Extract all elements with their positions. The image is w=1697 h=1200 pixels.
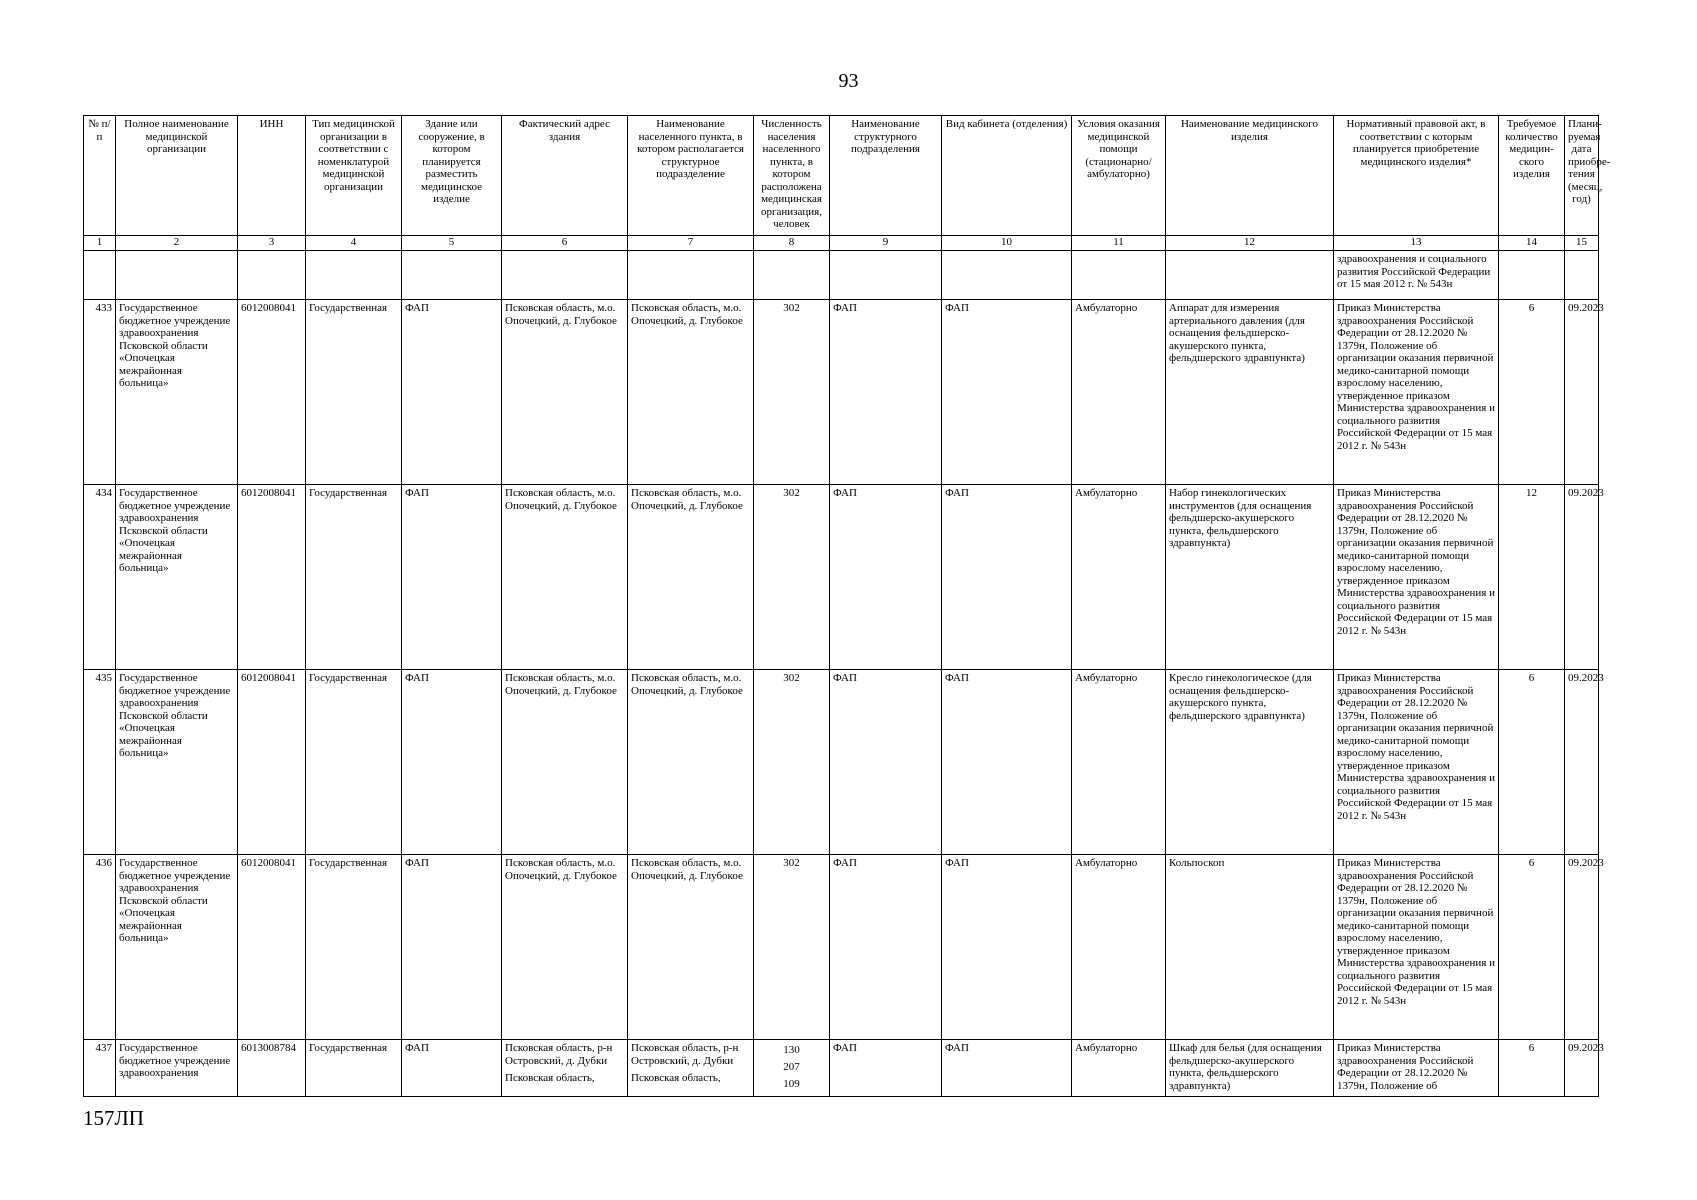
planned-date: 09.2023	[1565, 485, 1599, 670]
settlement: Псковская область, м.о. Опочецкий, д. Глубокое	[628, 670, 754, 855]
header-cell-address: Фактический адрес здания	[502, 116, 628, 236]
address	[502, 1040, 628, 1097]
table-row	[84, 670, 1599, 855]
continuation-row	[84, 251, 1599, 300]
conditions: Амбулаторно	[1072, 855, 1166, 1040]
subdivision: ФАП	[830, 300, 942, 485]
cabinet: ФАП	[942, 1040, 1072, 1097]
address-line: Псковская область, р-н Островский, д. Дубки	[505, 1042, 613, 1067]
building: ФАП	[402, 855, 502, 1040]
settlement: Псковская область, м.о. Опочецкий, д. Глубокое	[628, 855, 754, 1040]
header-cell-qty: Требуемое количество медицин-ского изделия	[1499, 116, 1565, 236]
inn: 6013008784	[238, 1040, 306, 1097]
address: Псковская область, м.о. Опочецкий, д. Глубокое	[502, 300, 628, 485]
document-code: 157ЛП	[83, 1106, 144, 1130]
planned-date: 09.2023	[1565, 300, 1599, 485]
legal-act: Приказ Министерства здравоохранения Российской Федерации от 28.12.2020 № 1379н, Положение об организации оказания первичной медико-санитарной помощи взрослому населению, утвержденное приказом Министерства здравоохранения и социального развития Российской Федерации от 15 мая 2012 г. № 543н	[1334, 485, 1499, 670]
header-cell-inn: ИНН	[238, 116, 306, 236]
device-name: Кольпоскоп	[1166, 855, 1334, 1040]
org-type: Государственная	[306, 1040, 402, 1097]
column-number: 9	[830, 236, 942, 251]
cabinet: ФАП	[942, 670, 1072, 855]
header-cell-conditions: Условия оказания медицинской помощи (стационарно/ амбулаторно)	[1072, 116, 1166, 236]
population-value: 207	[783, 1061, 800, 1073]
header-row	[84, 116, 1599, 236]
population	[754, 1040, 830, 1097]
org-type: Государственная	[306, 855, 402, 1040]
conditions: Амбулаторно	[1072, 300, 1166, 485]
org-name: Государственное бюджетное учреждение здравоохранения	[116, 1040, 238, 1097]
continuation-act-text: здравоохранения и социального развития Российской Федерации от 15 мая 2012 г. № 543н	[1334, 251, 1499, 300]
column-number: 13	[1334, 236, 1499, 251]
medical-equipment-table	[83, 115, 1611, 1097]
table-row	[84, 1040, 1599, 1097]
building: ФАП	[402, 485, 502, 670]
planned-date: 09.2023	[1565, 1040, 1599, 1097]
inn: 6012008041	[238, 300, 306, 485]
device-name: Кресло гинекологическое (для оснащения фельдшерско-акушерского пункта, фельдшерского здравпункта)	[1166, 670, 1334, 855]
quantity: 6	[1499, 300, 1565, 485]
quantity: 12	[1499, 485, 1565, 670]
org-name: Государственное бюджетное учреждение здравоохранения Псковской области «Опочецкая межрайонная больница»	[116, 300, 238, 485]
header-cell-type: Тип медицинской организации в соответствии с номенклатурой медицинской организации	[306, 116, 402, 236]
column-number: 2	[116, 236, 238, 251]
settlement: Псковская область, м.о. Опочецкий, д. Глубокое	[628, 300, 754, 485]
settlement-line: Псковская область, р-н Островский, д. Дубки	[631, 1042, 739, 1067]
inn: 6012008041	[238, 855, 306, 1040]
address: Псковская область, м.о. Опочецкий, д. Глубокое	[502, 670, 628, 855]
conditions: Амбулаторно	[1072, 1040, 1166, 1097]
row-number: 434	[84, 485, 116, 670]
org-type: Государственная	[306, 670, 402, 855]
population: 302	[754, 855, 830, 1040]
column-number: 14	[1499, 236, 1565, 251]
column-number: 4	[306, 236, 402, 251]
building: ФАП	[402, 300, 502, 485]
row-number: 436	[84, 855, 116, 1040]
header-cell-date: Плани-руемая дата приобре-тения (месяц, год)	[1565, 116, 1599, 236]
legal-act: Приказ Министерства здравоохранения Российской Федерации от 28.12.2020 № 1379н, Положение об организации оказания первичной медико-санитарной помощи взрослому населению, утвержденное приказом Министерства здравоохранения и социального развития Российской Федерации от 15 мая 2012 г. № 543н	[1334, 300, 1499, 485]
legal-act: Приказ Министерства здравоохранения Российской Федерации от 28.12.2020 № 1379н, Положение об организации оказания первичной медико-санитарной помощи взрослому населению, утвержденное приказом Министерства здравоохранения и социального развития Российской Федерации от 15 мая 2012 г. № 543н	[1334, 670, 1499, 855]
org-name: Государственное бюджетное учреждение здравоохранения Псковской области «Опочецкая межрайонная больница»	[116, 670, 238, 855]
header-cell-num: № п/п	[84, 116, 116, 236]
settlement: Псковская область, м.о. Опочецкий, д. Глубокое	[628, 485, 754, 670]
column-number: 11	[1072, 236, 1166, 251]
settlement-line-next: Псковская область,	[631, 1072, 721, 1084]
population: 302	[754, 300, 830, 485]
cabinet: ФАП	[942, 300, 1072, 485]
population: 302	[754, 670, 830, 855]
table-row	[84, 300, 1599, 485]
org-type: Государственная	[306, 485, 402, 670]
org-name: Государственное бюджетное учреждение здравоохранения Псковской области «Опочецкая межрайонная больница»	[116, 485, 238, 670]
device-name: Шкаф для белья (для оснащения фельдшерско-акушерского пункта, фельдшерского здравпункта)	[1166, 1040, 1334, 1097]
header-cell-population: Численность населения населенного пункта, в котором расположена медицинская организация, человек	[754, 116, 830, 236]
device-name: Аппарат для измерения артериального давления (для оснащения фельдшерско-акушерского пункта, фельдшерского здравпункта)	[1166, 300, 1334, 485]
header-cell-subdivision: Наименование структурного подразделения	[830, 116, 942, 236]
planned-date: 09.2023	[1565, 670, 1599, 855]
inn: 6012008041	[238, 670, 306, 855]
row-number: 435	[84, 670, 116, 855]
population-value: 130	[783, 1044, 800, 1056]
building: ФАП	[402, 670, 502, 855]
header-cell-cabinet: Вид кабинета (отделения)	[942, 116, 1072, 236]
building: ФАП	[402, 1040, 502, 1097]
subdivision: ФАП	[830, 1040, 942, 1097]
column-number: 10	[942, 236, 1072, 251]
header-cell-org: Полное наименование медицинской организации	[116, 116, 238, 236]
subdivision: ФАП	[830, 855, 942, 1040]
page-number: 93	[838, 70, 859, 92]
header-cell-device: Наименование медицинского изделия	[1166, 116, 1334, 236]
row-number: 433	[84, 300, 116, 485]
org-type: Государственная	[306, 300, 402, 485]
population-value: 109	[783, 1078, 800, 1090]
address: Псковская область, м.о. Опочецкий, д. Глубокое	[502, 485, 628, 670]
address: Псковская область, м.о. Опочецкий, д. Глубокое	[502, 855, 628, 1040]
cabinet: ФАП	[942, 485, 1072, 670]
column-number: 6	[502, 236, 628, 251]
device-name: Набор гинекологических инструментов (для оснащения фельдшерско-акушерского пункта, фельдшерского здравпункта)	[1166, 485, 1334, 670]
column-numbers-row	[84, 236, 1599, 251]
org-name: Государственное бюджетное учреждение здравоохранения Псковской области «Опочецкая межрайонная больница»	[116, 855, 238, 1040]
column-number: 3	[238, 236, 306, 251]
quantity: 6	[1499, 1040, 1565, 1097]
quantity: 6	[1499, 855, 1565, 1040]
column-number: 5	[402, 236, 502, 251]
conditions: Амбулаторно	[1072, 670, 1166, 855]
column-number: 1	[84, 236, 116, 251]
conditions: Амбулаторно	[1072, 485, 1166, 670]
column-number: 12	[1166, 236, 1334, 251]
subdivision: ФАП	[830, 670, 942, 855]
legal-act: Приказ Министерства здравоохранения Российской Федерации от 28.12.2020 № 1379н, Положение об организации оказания первичной медико-санитарной помощи взрослому населению, утвержденное приказом Министерства здравоохранения и социального развития Российской Федерации от 15 мая 2012 г. № 543н	[1334, 855, 1499, 1040]
header-cell-act: Нормативный правовой акт, в соответствии с которым планируется приобретение медицинского изделия*	[1334, 116, 1499, 236]
column-number: 7	[628, 236, 754, 251]
legal-act: Приказ Министерства здравоохранения Российской Федерации от 28.12.2020 № 1379н, Положение об	[1334, 1040, 1499, 1097]
subdivision: ФАП	[830, 485, 942, 670]
table-row	[84, 485, 1599, 670]
header-cell-settlement: Наименование населенного пункта, в котором располагается структурное подразделение	[628, 116, 754, 236]
row-number: 437	[84, 1040, 116, 1097]
cabinet: ФАП	[942, 855, 1072, 1040]
planned-date: 09.2023	[1565, 855, 1599, 1040]
address-line-next: Псковская область,	[505, 1072, 595, 1084]
column-number: 8	[754, 236, 830, 251]
header-cell-building: Здание или сооружение, в котором планируется разместить медицинское изделие	[402, 116, 502, 236]
population: 302	[754, 485, 830, 670]
settlement	[628, 1040, 754, 1097]
inn: 6012008041	[238, 485, 306, 670]
table-row	[84, 855, 1599, 1040]
column-number: 15	[1565, 236, 1599, 251]
quantity: 6	[1499, 670, 1565, 855]
